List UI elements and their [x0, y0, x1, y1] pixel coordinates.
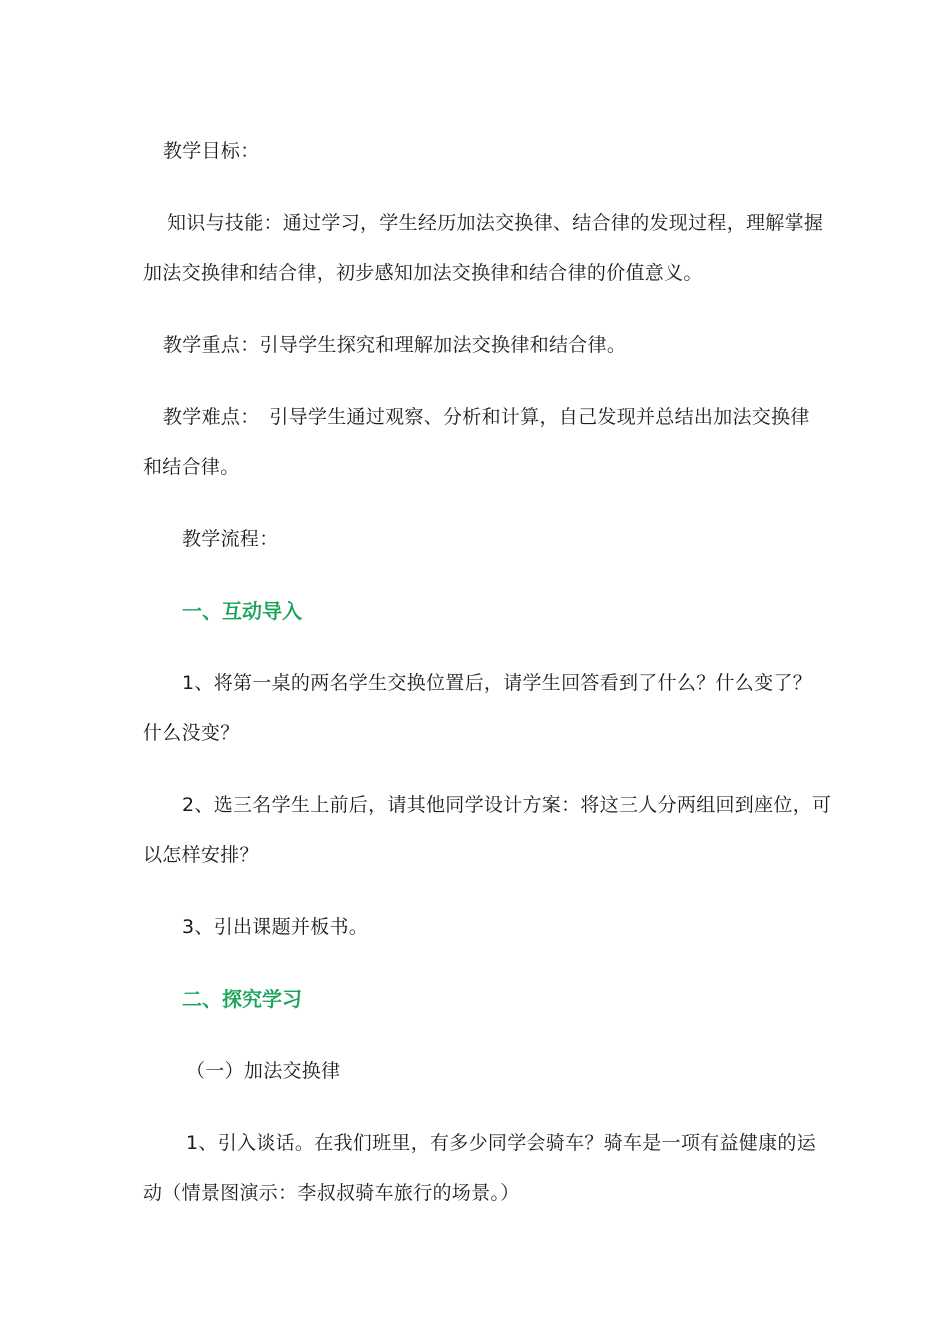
- teaching-difficulty-line-2: 和结合律。: [143, 456, 240, 478]
- intro-item-1-line-2: 什么没变？: [143, 722, 240, 744]
- inquiry-item-1-line-1: 1、引入谈话。在我们班里，有多少同学会骑车？骑车是一项有益健康的运: [186, 1132, 816, 1154]
- knowledge-skill-line-1: 知识与技能：通过学习，学生经历加法交换律、结合律的发现过程，理解掌握: [167, 212, 824, 234]
- subsection-heading-commutative-law: （一）加法交换律: [186, 1060, 341, 1082]
- inquiry-item-1-line-2: 动（情景图演示：李叔叔骑车旅行的场景。）: [143, 1182, 520, 1204]
- intro-item-1-line-1: 1、将第一桌的两名学生交换位置后，请学生回答看到了什么？什么变了？: [182, 672, 812, 694]
- teaching-difficulty-line-1: 教学难点： 引导学生通过观察、分析和计算，自己发现并总结出加法交换律: [163, 406, 810, 428]
- intro-item-3: 3、引出课题并板书。: [182, 916, 369, 938]
- intro-item-2-line-2: 以怎样安排？: [143, 844, 259, 866]
- knowledge-skill-line-2: 加法交换律和结合律，初步感知加法交换律和结合律的价值意义。: [143, 262, 703, 284]
- teaching-goal-label: 教学目标：: [163, 140, 260, 162]
- section-heading-inquiry-learning: 二、探究学习: [182, 987, 302, 1011]
- teaching-process-label: 教学流程：: [182, 528, 279, 550]
- section-heading-interactive-intro: 一、互动导入: [182, 599, 302, 623]
- intro-item-2-line-1: 2、选三名学生上前后，请其他同学设计方案：将这三人分两组回到座位，可: [182, 794, 832, 816]
- teaching-key-point: 教学重点：引导学生探究和理解加法交换律和结合律。: [163, 334, 627, 356]
